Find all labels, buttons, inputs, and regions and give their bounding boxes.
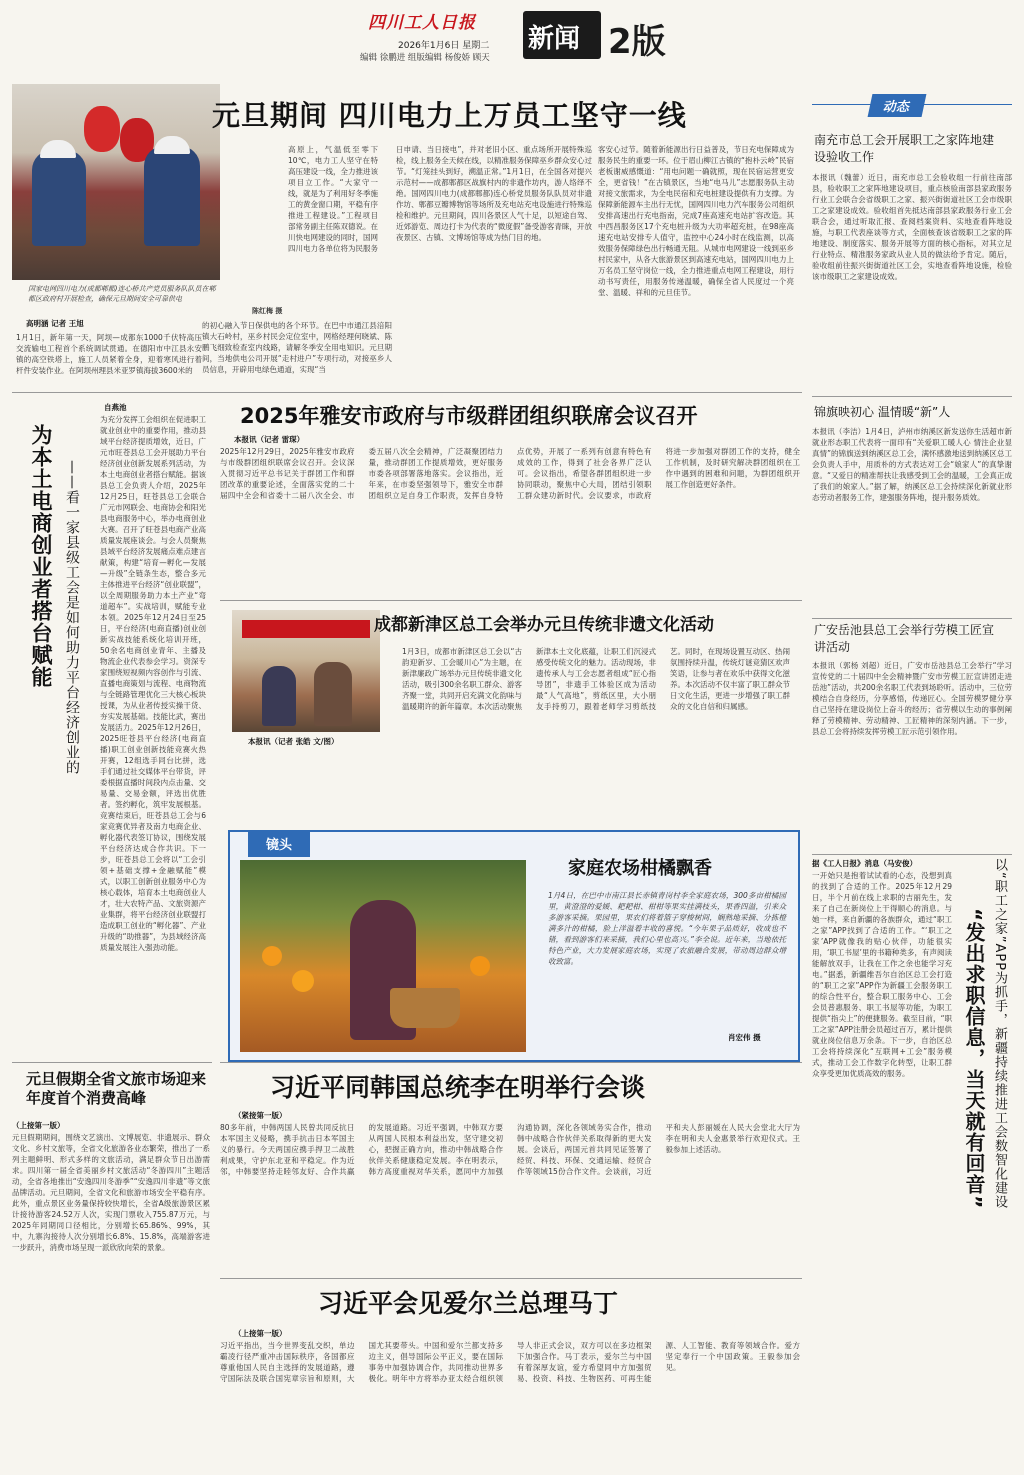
chengdu-headline: 成都新津区总工会举办元旦传统非遗文化活动 (374, 615, 714, 635)
divider (220, 1278, 802, 1279)
worker-figure (32, 150, 86, 246)
page-number: 2版 (608, 22, 666, 62)
app-headline: “发出求职信息，当天就有回音” (962, 908, 986, 1210)
xi-korea-story (220, 1068, 800, 1298)
orange-icon (292, 970, 314, 992)
dynamics-header (812, 94, 1012, 116)
side-news-column (812, 94, 1012, 784)
xi-korea-headline: 习近平同韩国总统李在明举行会谈 (270, 1073, 646, 1102)
ecommerce-headline: 为本土电商创业者搭台赋能 (29, 424, 53, 688)
lead-col-6: 客安心过节。随着新能源出行日益普及，节日充电保障成为服务民生的重要一环。位于眉山柳江古镇的“抱朴云岭”民宿老板谢威感慨道：“用电问题一确就照，现在民宿运营更安全，更省钱！”在古镇景区，当地“电马儿”志愿服务队主动对接文旅需求，为全电民宿和充电桩建设提供有力支撑。为保障新能源车主出行无忧，国网四川电力汽车服务公司组织安排高速出行充电指南，完成7座高速充电站扩容改造。其中西昌服务区17个充电桩升级为大功率超充桩，在98座高速充电站安排专人值守，监控中心24小时在线监测，以高效服务保障绿色出行畅通无阻。从城市电网建设一线到巫乡村民家中，从各大旅游景区到高速充电站，国网四川电力上万名员工坚守岗位一线，全力推进重点电网工程建设，用行动书写责任，用服务传递温暖，确保全省人民度过一个亮堂、温暖、祥和的元旦佳节。 (598, 145, 794, 297)
divider (812, 396, 1012, 397)
holiday-story (12, 1064, 212, 1472)
section-name: 新闻 (528, 24, 581, 54)
ecommerce-byline: 自燕池 (104, 403, 127, 412)
side-item-title: 广安岳池县总工会举行劳模工匠宣讲活动 (814, 623, 995, 654)
yaan-story (220, 400, 800, 596)
dynamics-label: 动态 (868, 94, 927, 117)
side-item-title: 锦旗映初心 温情暖“新”人 (814, 405, 951, 419)
issue-date: 2026年1月6日 星期二 (398, 41, 490, 51)
jingtou-label: 镜头 (248, 830, 310, 857)
hard-hat-icon (40, 140, 76, 158)
basket-icon (390, 988, 460, 1028)
divider (220, 600, 802, 601)
xi-ireland-headline: 习近平会见爱尔兰总理马丁 (318, 1289, 619, 1318)
lead-col-1: 1月1日，新年第一天，阿坝—成都东1000千伏特高压交流输电工程首个系统调试贯通。在德阳市中江县永安镇的高空铁塔上，施工人员紧着全身，迎着寒风进行着杆件安装作业。在阿坝州理县米亚罗镇海拔3600米的 (16, 333, 202, 375)
xi-ireland-story (220, 1284, 800, 1470)
chengdu-photo (232, 610, 380, 732)
editor-credits: 编辑 徐鹏进 组版编辑 杨俊娇 顾天 (360, 53, 490, 63)
lead-story (12, 84, 800, 384)
ecommerce-body-continued (12, 792, 208, 900)
lead-photo-credit: 陈红梅 摄 (252, 307, 283, 315)
xi-korea-byline: （紧接第一版） (234, 1111, 287, 1120)
divider (220, 1062, 802, 1063)
ecommerce-subheadline: ——看一家县级工会是如何助力平台经济创业的 (64, 460, 80, 775)
side-item-body: 本报讯（李洁）1月4日，泸州市纳溪区新发送你生活超市新就业形态职工代表将一面印有“关爱职工暖人心 情注企业显真情”的锦旗送到纳溪区总工会，满怀感激地送到纳溪区总工会负责人手中，用质朴的方式表达对工会“娘家人”的真挚谢意。“又爱日的精准帮扶让我感受到工会的温暖，工会真正成了我们的娘家人。”据了解，纳溪区总工会持续深化新就业形态劳动者服务工作，建强服务阵地，提升服务质效。 (812, 427, 1012, 502)
chengdu-story (220, 606, 800, 842)
jingtou-body: 1月4日，在巴中市南江县长赤镇青岗村李全家庭农场，300多亩柑橘园里，黄澄澄的爱媛、耙耙柑、柑柑等果实挂满枝头，果香四溢，引来众多游客采摘。果园里，果农们将着篮子穿梭树间，娴熟地采摘、分拣橙满多汁的柑橘，脸上洋溢着丰收的喜悦。“今年果子品质好，收成也不错，看到游客们来采摘，我们心里也高兴。”李全说。近年来，当地依托特色产业，大力发展家庭农场，实现了农旅融合发展，带动周边群众增收致富。 (548, 891, 786, 966)
jingtou-headline: 家庭农场柑橘飘香 (568, 858, 712, 879)
red-decoration (242, 620, 370, 638)
ecommerce-story (12, 400, 208, 1000)
yaan-body: 2025年12月29日，2025年雅安市政府与市级群团组织联席会议召开。会议深入贯彻习近平总书记关于群团工作和群团改革的重要论述，全面落实党的二十届四中全会和省委十二届八次全会、市委五届八次全会精神，广泛凝聚团结力量，推动群团工作提质增效，更好服务市委各项部署落地落实。会议指出，近年来，在市委坚强领导下，雅安全市群团组织立足自身工作职责，发挥自身特点优势，开展了一系列有创意有特色有成效的工作，得到了社会各界广泛认可。会议指出，希望各群团组织进一步协同联动，聚焦中心大局，团结引领职工群众建功新时代。会议要求，市政府将进一步加强对群团工作的支持，健全工作机制，及时研究解决群团组织在工作中遇到的困难和问题，为群团组织开展工作创造更好条件。 (220, 447, 800, 500)
xi-korea-body: 80多年前，中韩两国人民曾共同反抗日本军国主义侵略，携手抗击日本军国主义的暴行。今天两国应携手捍卫二战胜利成果，守护东北亚和平稳定。作为近邻，中韩要坚持走睦邻友好、合作共赢的发展道路。习近平强调，中韩双方要从两国人民根本利益出发，坚守建交初心，把握正确方向，推动中韩战略合作伙伴关系健康稳定发展。李在明表示，韩方高度重视对华关系，愿同中方加强沟通协调，深化各领域务实合作，推动韩中战略合作伙伴关系取得新的更大发展。会谈后，两国元首共同见证签署了经贸、科技、环保、交通运输、经贸合作等领域15份合作文件。会谈前，习近平和夫人彭丽媛在人民大会堂北大厅为李在明和夫人金惠景举行欢迎仪式。王毅参加上述活动。 (220, 1123, 800, 1176)
lead-byline: 高明涵 记者 王旭 (26, 319, 84, 328)
side-item-body: 本报讯（郭杨 刘超）近日，广安市岳池县总工会举行“学习宣传党的二十届四中全会精神暨广安市劳模工匠宣讲团走进岳池”活动，共200余名职工代表到场聆听。活动中，三位劳模结合自身经历，分享感悟，传递匠心。全国劳模罗健分享自己坚持在建设岗位上奋斗的经历；省劳模以生动的事例阐释了劳模精神、劳动精神、工匠精神的深刻内涵。下一步，县总工会将持续发挥劳模工匠示范引领作用。 (812, 661, 1012, 736)
worker-figure (144, 146, 200, 246)
jingtou-photo (240, 860, 526, 1052)
lead-headline: 元旦期间 四川电力上万员工坚守一线 (212, 99, 687, 132)
ecommerce-body: 为充分发挥工会组织在促进职工就业创业中的重要作用，推动县域平台经济提质增效，近日，广元市旺苍县总工会开展助力平台经济创业创新发展系列活动，为本土电商创业者搭台赋能。据该县总工会负责人介绍，2025年12月25日，旺苍县总工会联合广元市网联会、电商协会和阳光县电商服务中心，举办电商创业大赛。召开了旺苍县电商产业高质量发展座谈会。与会人员聚焦县域平台经济发展痛点难点建言献策，构建“培育—孵化—发展—升级”全链条生态，整合多元主体推进平台经济“创业联盟”，以全周期服务助力本土产业“弯道超车”。实战培训，赋能专业本领。2025年12月24日至25日，平台经济(电商直播)创业创新实战技能系统化培训开班，50余名电商创业青年、主播及物流企业代表参会学习。资深专家围绕短视频内容创作与引流、直播电商策划与流程、电商物流与全链路管理优化三大核心板块授课，为从业者传授实操干货、夯实发展基础。技能比武，赛出发展活力。2025年12月26日，2025旺苍县平台经济(电商直播)职工创业创新技能竞赛火热开赛，12组选手同台比拼，选手们通过社交媒体平台带货，评委根据直播时间段内点击量、交易量、交易金额，评选出优胜者。签约孵化，筑牢发展根基。竞赛结束后，旺苍县总工会与6家竞赛优异者及南力电商企业、孵化器代表签订协议，围绕发展平台经济达成合作共识。下一步，旺苍县总工会将以“工会引领+基础支撑+金融赋能”模式，以职工创新创业服务中心为核心载体，培育本土电商创业人才，壮大农特产品、文旅资源产业集群，将平台经济创业联盟打造成职工创业的“孵化器”、产业升级的“助推器”，为县域经济高质量发展注入强劲动能。 (100, 415, 206, 952)
divider (12, 1062, 212, 1063)
side-item-body: 本报讯（魏蕾）近日，南充市总工会验收组一行前往南部县，验收职工之家阵地建设项目，重点核验南部县家政服务行业工会联合会省级职工之家、振兴街街道社区工会市级职工之家建设成效。验收组首先抵达南部县家政服务行业工会联合会，通过听取汇报、查阅档案资料、实地查看阵地设施，与职工代表座谈等方式，全面核查该省级职工之家的阵地建设、制度落实、服务开展等方面的核心指标，对其立足行业特点、精准服务家政从业人员的做法给予肯定。随后，验收组前往振兴街街道社区工会，实地查看阵地设施，检验该市级职工之家建设成效。 (812, 173, 1012, 281)
holiday-headline: 元旦假期全省文旅市场迎来年度首个消费高峰 (26, 1070, 207, 1107)
side-item-title: 南充市总工会开展职工之家阵地建设验收工作 (814, 133, 995, 164)
yaan-byline: 本报讯（记者 雷琛） (234, 435, 305, 444)
hard-hat-icon (154, 136, 190, 154)
lead-col-2: 高原上，气温低至零下10℃，电力工人坚守在特高压建设一线，全力推进该项目立工作。“大家守一线，就是为了利用好冬季施工的黄金窗口期，平稳有序推进工程建设。”工程项目部常务副主任陈双德说。在川快电网建设的同时，国网四川电力各单位将为民服务 (288, 145, 378, 253)
xi-ireland-body: 习近平指出，当今世界变乱交织，单边霸凌行径严重冲击国际秩序，各国都应尊重他国人民自主选择的发展道路，遵守国际法及联合国宪章宗旨和原则，大国尤其要带头。中国和爱尔兰都支持多边主义，倡导国际公平正义，要在国际事务中加强协调合作，共同推动世界多极化。明年中方将举办亚太经合组织领导人非正式会议，双方可以在多边框架下加强合作。马丁表示，爱尔兰与中国有着深厚友谊，爱方希望同中方加强贸易、投资、科技、生物医药、可再生能源、人工智能、教育等领域合作。爱方坚定奉行一个中国政策。王毅参加会见。 (220, 1341, 800, 1383)
holiday-body: 元旦假期期间，围绕文艺演出、文博展览、非遗展示、群众文化、乡村文旅等，全省文化旅游各业态繁荣，推出了一系列主题鲜明、形式多样的文旅活动，满足群众节日出游需求。四川第一届全省美丽乡村文旅活动“冬游四川”主题活动，全省各地推出“安逸四川冬游季”“安逸四川非遗”等文旅品牌活动。元旦期间，全省文化和旅游市场安全平稳有序。此外，重点景区业务量保持较快增长，全省A级旅游景区累计接待游客24.52万人次，实现门票收入755.87万元，与2025年同期同口径相比，分别增长65.86%、99%，其中，九寨沟接待人次分别增长6.8%、15.8%，高端游客进一步跃升，消费市场呈现一派欣欣向荣的景象。 (12, 1133, 210, 1252)
newspaper-logo: 四川工人日报 (368, 13, 476, 33)
masthead (0, 0, 1024, 66)
orange-icon (470, 956, 490, 976)
app-body: 一开始只是抱着试试看的心态，没想到真的找到了合适的工作。2025年12月29日，半个月前在线上求职的吉丽先生，发来了自己在新岗位上干得顺心的消息。与她一样，来自新疆的各族群众，通过“职工之家”APP找到了合适的工作。“‘职工之家’APP就像我的贴心伙伴，功能很实用，‘职工书屋’里的书籍种类多，有声阅读能解放双手，让我在工作之余也能学习充电。”据悉，新疆维吾尔自治区总工会打造的“职工之家”APP作为新疆工会服务职工的综合性平台，整合职工服务中心、工会会员普惠服务、职工书屋等功能，为职工提供“指尖上”的便捷服务。截至目前，“职工之家”APP注册会员超过百万，累计提供就业岗位信息万余条。下一步，自治区总工会将持续深化“互联网+工会”服务模式，推动工会工作数字化转型，让职工群众享受更加优质高效的服务。 (812, 871, 952, 1078)
divider (12, 392, 802, 393)
xi-ireland-byline: （上接第一版） (234, 1329, 287, 1338)
app-story (812, 858, 1012, 1470)
lantern-icon (84, 106, 120, 152)
chengdu-body: 1月3日，成都市新津区总工会以“古韵迎新岁、工会暖川心”为主题，在新津廉政广场举办元旦传统非遗文化活动，吸引300余名职工群众、游客齐聚一堂，共同开启充满文化韵味与温暖期许的新年篇章。本次活动聚焦新津本土文化底蕴，让职工们沉浸式感受传统文化的魅力。活动现场，非遗传承人与工会志愿者组成“匠心指导团”，非遗手工体验区成为活动最“人气高地”，剪纸区里，大小朋友手持剪刀，跟着老师学习剪纸技艺。同时，在现场设置互动区、热闹氛围持续升温，传统灯谜竞猜区欢声笑语，让参与者在欢乐中获得文化滋养。本次活动不仅丰富了职工群众节日文化生活，更进一步增强了职工群众的文化自信和归属感。 (402, 647, 790, 711)
jingtou-feature (228, 830, 800, 1062)
lead-photo (12, 84, 220, 280)
app-byline: 据《工人日报》消息（马安俊） (812, 859, 917, 868)
lead-col-4: 日申请、当日接电”，并对老旧小区、重点场所开展特殊巡检，线上服务全天候在线，以精准服务保障巫乡群众安心过节。“灯笼挂头到好，溯温正常。”1月1日，在全国各对提兴示范村——成都郫都区战旗村内的非遗作坊内，游人络绎不绝。国网四川电力(成都郫都)连心桥党员服务队队员对非遗作坊、郫都豆瓣博物馆等场所及充电站充电设施进行特殊巡检和维护。元旦期间，四川各景区人气十足，以短途自驾、近郊游览、周边打卡为代表的“微度假”备受游客青睐，开放夜景区、古镇、文博场馆等成为热门目的地。 (396, 145, 592, 242)
divider (812, 854, 1012, 855)
lead-photo-caption: 国家电网四川电力(成都郫都)连心桥共产党员服务队队员在郫都区政府村开展检查，确保元旦期间安全可靠供电 (28, 285, 216, 303)
app-subheadline: 以“职工之家”APP为抓手，新疆持续推进工会数智化建设 (992, 858, 1007, 1210)
child-figure (314, 662, 352, 726)
orange-icon (262, 946, 282, 966)
child-figure (262, 666, 296, 726)
divider (812, 618, 1012, 619)
lead-col-3: 的初心融入节日保供电的各个环节。在巴中市通江县涪阳镇大石岭村，巫乡村民会定位室中，网格经理何晓斌、陈鹏飞细致检查室内线路，请解冬季安全用电知识。元旦期间，当地供电公司开展“走村进户”专项行动，对接巫乡人员信息，开辟用电绿色通道，实现“当 (202, 321, 392, 374)
chengdu-byline: 本报讯（记者 张皓 文/图） (248, 737, 339, 746)
jingtou-credit: 肖宏伟 摄 (728, 1033, 761, 1042)
yaan-headline: 2025年雅安市政府与市级群团组织联席会议召开 (240, 404, 698, 428)
holiday-byline: （上接第一版） (12, 1121, 65, 1130)
